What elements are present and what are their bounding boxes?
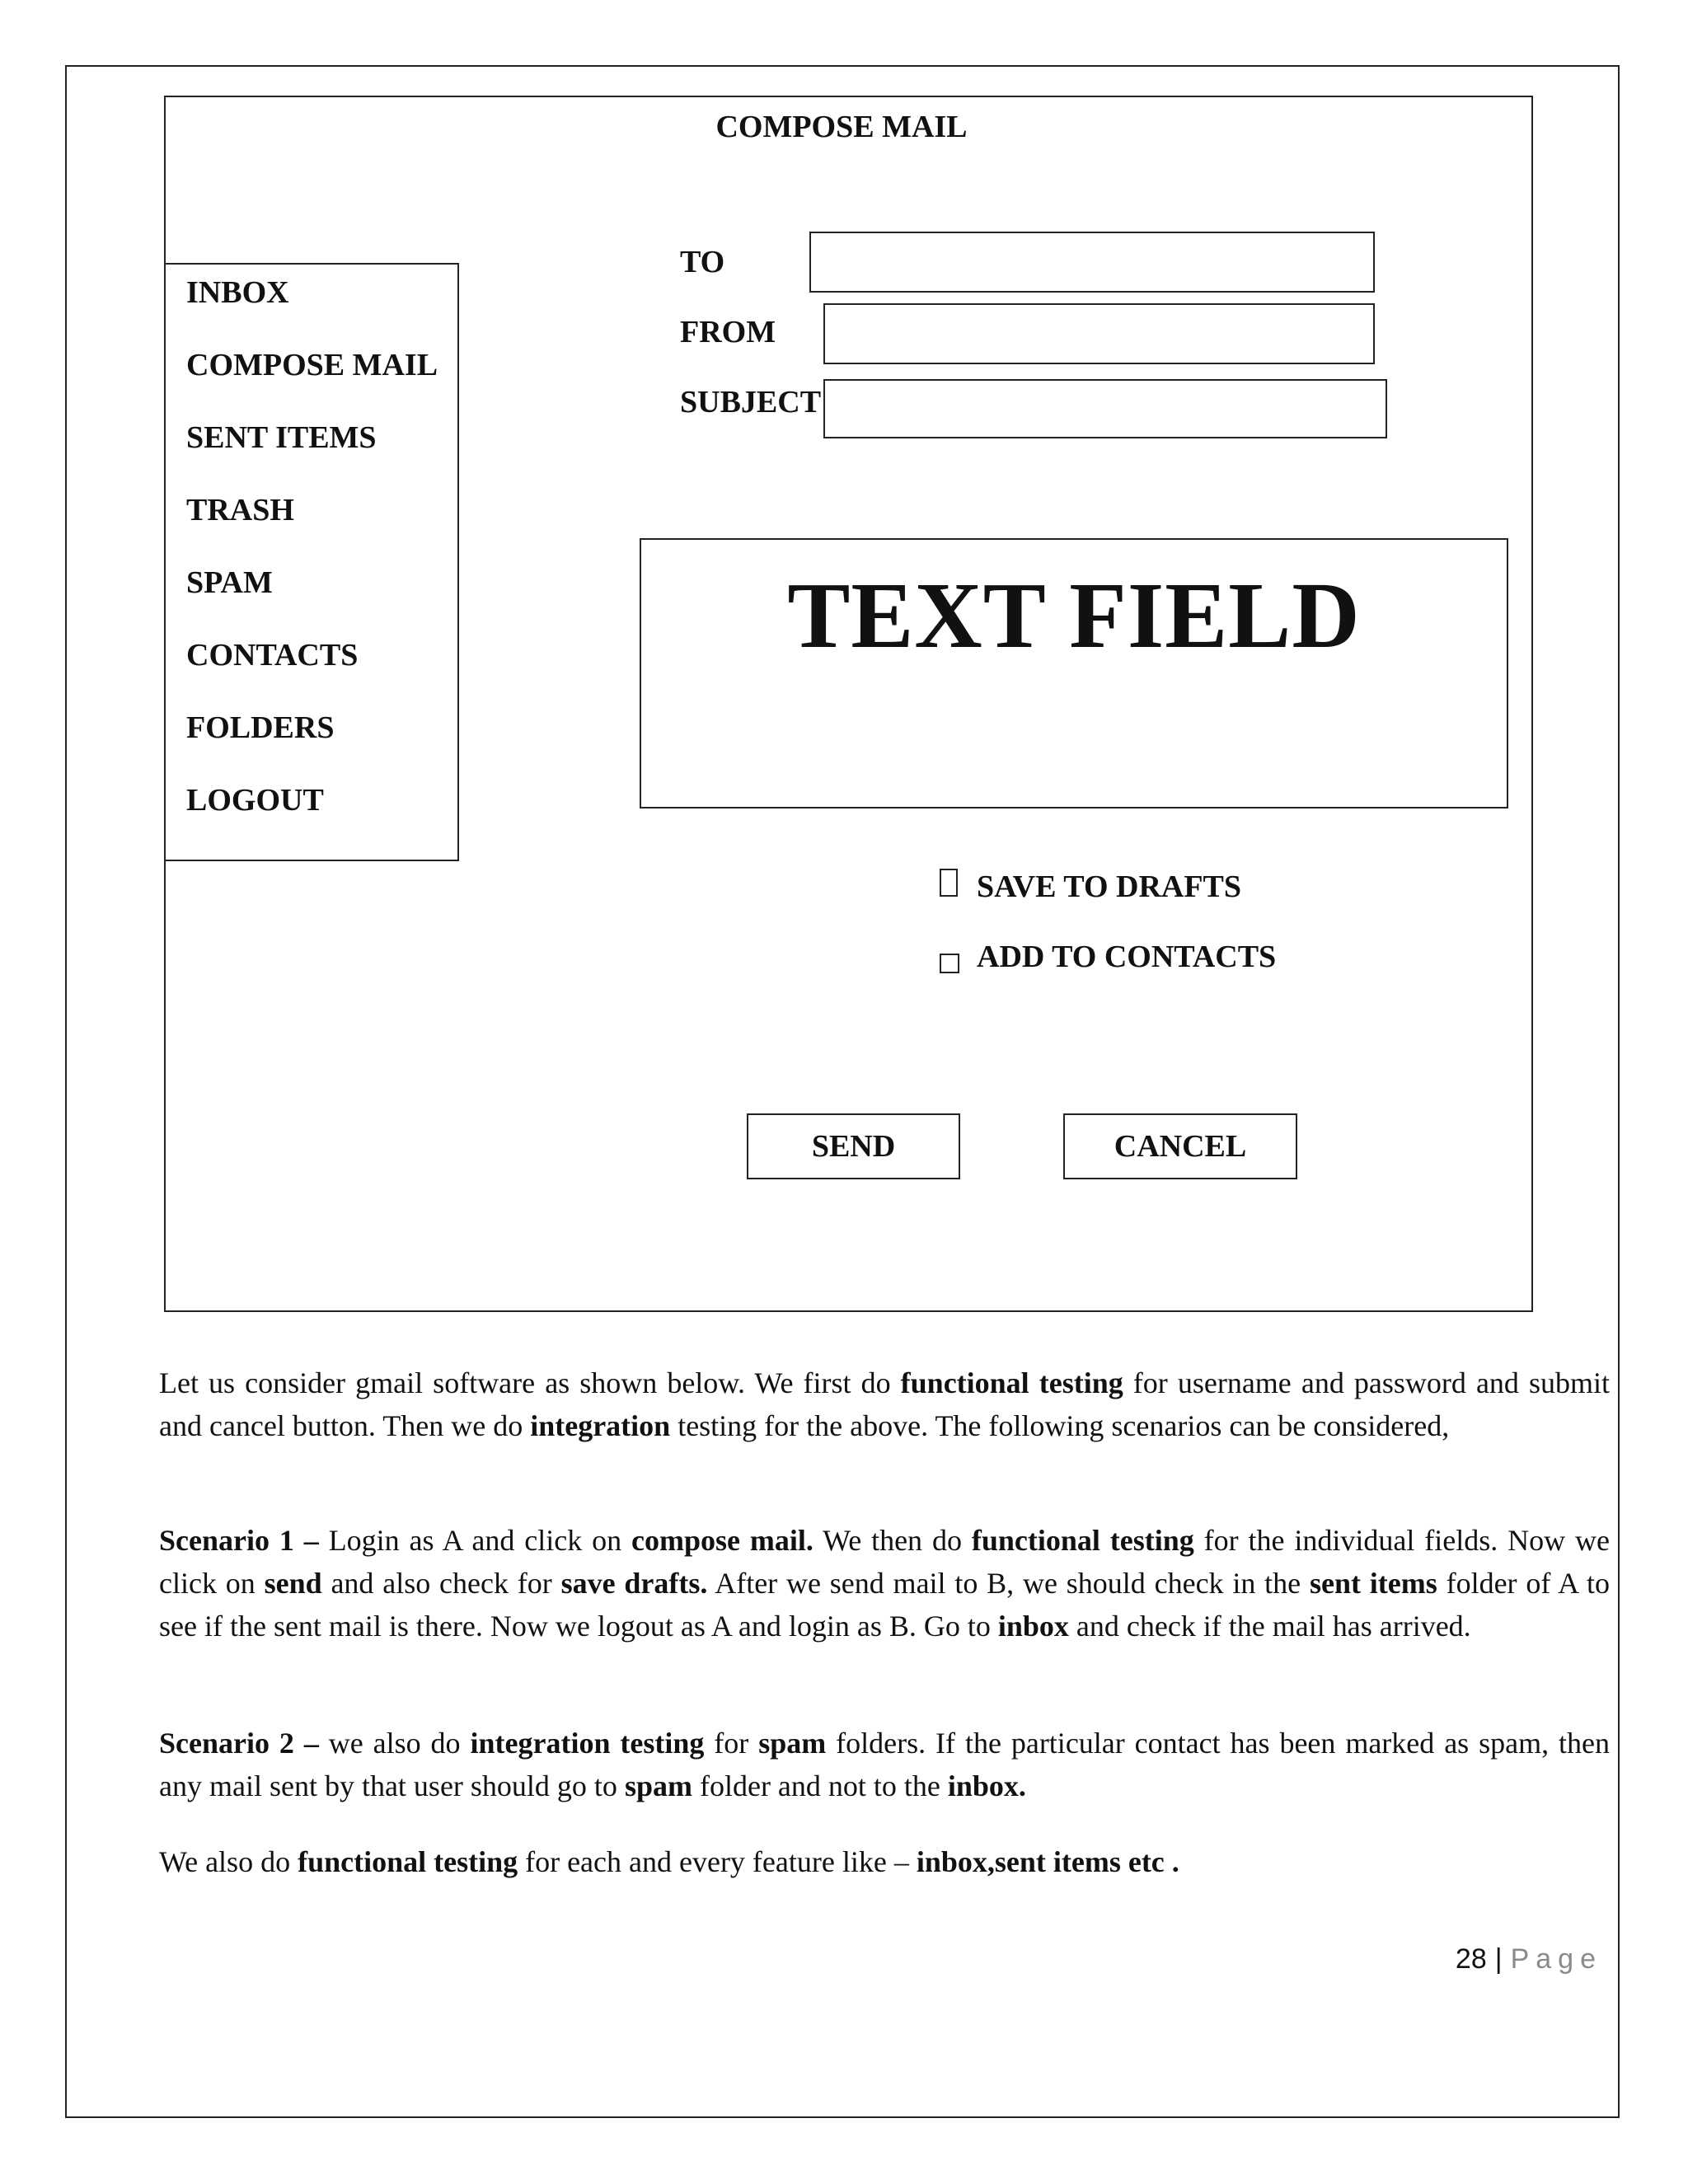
bold-run: Scenario 1 –: [159, 1524, 319, 1557]
page-footer: [1456, 1943, 1602, 1975]
sidebar-item-inbox[interactable]: INBOX: [186, 275, 289, 310]
sidebar-item-spam[interactable]: SPAM: [186, 565, 273, 600]
subject-field[interactable]: [823, 379, 1387, 438]
from-field[interactable]: [823, 303, 1375, 364]
text-run: folders. If the particular contact has been marked as spam, then any mail sent by that user should go to: [159, 1727, 1610, 1802]
sidebar-item-contacts[interactable]: CONTACTS: [186, 638, 359, 673]
bold-run: functional testing: [298, 1845, 518, 1878]
to-field[interactable]: [809, 232, 1375, 293]
sidebar-item-logout[interactable]: LOGOUT: [186, 783, 324, 818]
closing-paragraph: [159, 1840, 1610, 1883]
bold-run: inbox: [997, 1610, 1069, 1643]
page-number: 28: [1455, 1943, 1487, 1975]
bold-run: spam: [624, 1769, 692, 1802]
save-drafts-label: SAVE TO DRAFTS: [977, 869, 1242, 904]
sidebar-item-sent-items[interactable]: SENT ITEMS: [186, 420, 377, 455]
bold-run: compose mail.: [631, 1524, 814, 1557]
mockup-title: COMPOSE MAIL: [715, 110, 968, 144]
bold-run: sent items: [1309, 1567, 1437, 1600]
text-run: After we send mail to B, we should check in the: [707, 1567, 1310, 1600]
intro-paragraph: [159, 1361, 1610, 1447]
text-run: Login as A and click on: [318, 1524, 631, 1557]
bold-run: save drafts.: [560, 1567, 708, 1600]
to-label: TO: [680, 245, 725, 279]
sidebar-item-trash[interactable]: TRASH: [186, 493, 294, 527]
cancel-button[interactable]: CANCEL: [1063, 1113, 1297, 1179]
text-run: testing for the above. The following scenarios can be considered,: [670, 1409, 1450, 1442]
text-run: We then do: [813, 1524, 972, 1557]
text-run: We also do: [159, 1845, 298, 1878]
text-run: folder and not to the: [692, 1769, 948, 1802]
bold-run: integration testing: [470, 1727, 705, 1760]
subject-label: SUBJECT: [680, 385, 822, 419]
bold-run: integration: [530, 1409, 671, 1442]
scenario-2-paragraph: [159, 1722, 1610, 1807]
message-text-field[interactable]: [640, 538, 1508, 808]
bold-run: inbox.: [947, 1769, 1026, 1802]
text-run: folder of A to see if the sent mail is there. Now we logout as A and login as B. Go to: [159, 1567, 1610, 1643]
text-run: and also check for: [321, 1567, 561, 1600]
add-contacts-label: ADD TO CONTACTS: [977, 940, 1277, 974]
text-run: for the individual fields. Now we click on: [159, 1524, 1611, 1600]
page-word: Page: [1510, 1943, 1602, 1975]
sidebar-nav: [164, 263, 459, 861]
text-run: for each and every feature like –: [518, 1845, 917, 1878]
bold-run: inbox,sent items etc .: [916, 1845, 1179, 1878]
bold-run: functional testing: [971, 1524, 1194, 1557]
bold-run: Scenario 2 –: [159, 1727, 319, 1760]
text-run: and check if the mail has arrived.: [1068, 1610, 1471, 1643]
text-run: we also do: [318, 1727, 471, 1760]
from-label: FROM: [680, 315, 776, 349]
text-field-label: TEXT FIELD: [787, 563, 1361, 668]
save-drafts-checkbox[interactable]: [940, 869, 958, 897]
bold-run: spam: [758, 1727, 827, 1760]
sidebar-item-folders[interactable]: FOLDERS: [186, 710, 335, 745]
add-contacts-checkbox[interactable]: [940, 954, 959, 973]
scenario-1-paragraph: [159, 1519, 1610, 1647]
footer-separator: |: [1494, 1943, 1503, 1975]
text-run: for username and password and submit and cancel button. Then we do: [159, 1366, 1610, 1442]
send-button[interactable]: SEND: [747, 1113, 960, 1179]
bold-run: send: [264, 1567, 322, 1600]
bold-run: functional testing: [900, 1366, 1123, 1399]
sidebar-item-compose-mail[interactable]: COMPOSE MAIL: [186, 348, 438, 382]
text-run: for: [704, 1727, 759, 1760]
text-run: Let us consider gmail software as shown below. We first do: [159, 1366, 901, 1399]
